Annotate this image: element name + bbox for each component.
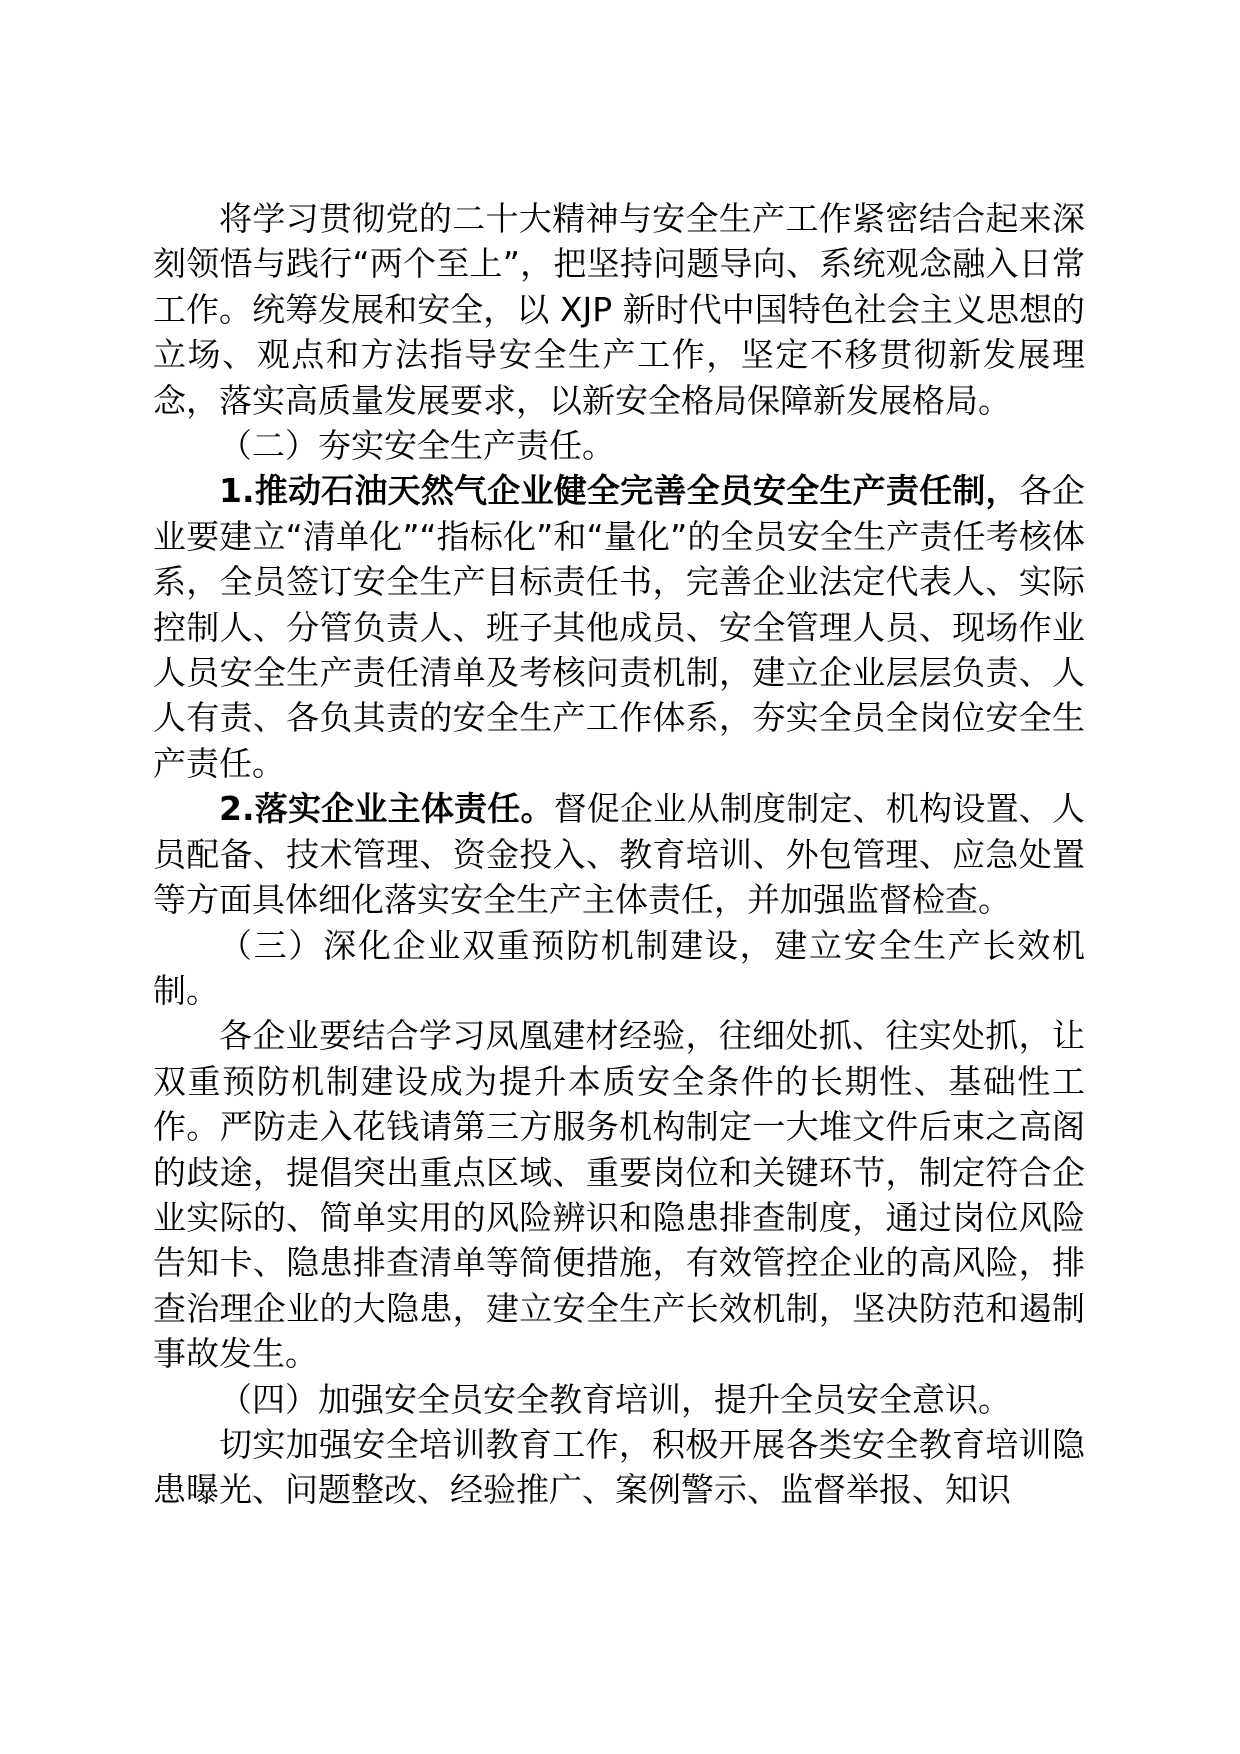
item-paragraph-2 — [153, 786, 1085, 922]
item-text-2: 督促企业从制度制定、机构设置、人员配备、技术管理、资金投入、教育培训、外包管理、应急处置等方面具体细化落实安全生产主体责任，并加强监督检查。 — [153, 789, 1086, 920]
body-paragraph-2: 各企业要结合学习凤凰建材经验，往细处抓、往实处抓，让双重预防机制建设成为提升本质安全条件的长期性、基础性工作。严防走入花钱请第三方服务机构制定一大堆文件后束之高阁的歧途，提倡突出重点区域、重要岗位和关键环节，制定符合企业实际的、简单实用的风险辨识和隐患排查制度，通过岗位风险告知卡、隐患排查清单等简便措施，有效管控企业的高风险，排查治理企业的大隐患，建立安全生产长效机制，坚决防范和遏制事故发生。 — [153, 1016, 1085, 1374]
section-heading-3: （三）深化企业双重预防机制建设，建立安全生产长效机制。 — [153, 925, 1085, 1010]
item-lead-1: 1.推动石油天然气企业健全完善全员安全生产责任制， — [219, 471, 1019, 511]
body-paragraph-3: 切实加强安全培训教育工作，积极开展各类安全教育培训隐患曝光、问题整改、经验推广、案例警示、监督举报、知识 — [153, 1424, 1085, 1510]
section-heading-2: （二）夯实安全生产责任。 — [219, 426, 615, 466]
item-text-1: 各企业要建立“清单化”“指标化”和“量化”的全员安全生产责任考核体系，全员签订安全生产目标责任书，完善企业法定代表人、实际控制人、分管负责人、班子其他成员、安全管理人员、现场作业人员安全生产责任清单及考核问责机制，建立企业层层负责、人人有责、各负其责的安全生产工作体系，夯实全员全岗位安全生产责任。 — [153, 471, 1086, 783]
item-paragraph-1 — [153, 468, 1085, 786]
body-paragraph-1: 将学习贯彻党的二十大精神与安全生产工作紧密结合起来深刻领悟与践行“两个至上”，把坚持问题导向、系统观念融入日常工作。统筹发展和安全，以 XJP 新时代中国特色社会主义思想的立场、观点和方法指导安全生产工作，坚定不移贯彻新发展理念，落实高质量发展要求，以新安全格局保障新发展格局。 — [153, 199, 1085, 420]
item-lead-2: 2.落实企业主体责任。 — [219, 789, 554, 829]
section-heading-4: （四）加强安全员安全教育培训，提升全员安全意识。 — [219, 1379, 1011, 1419]
document-page — [153, 196, 1085, 1513]
